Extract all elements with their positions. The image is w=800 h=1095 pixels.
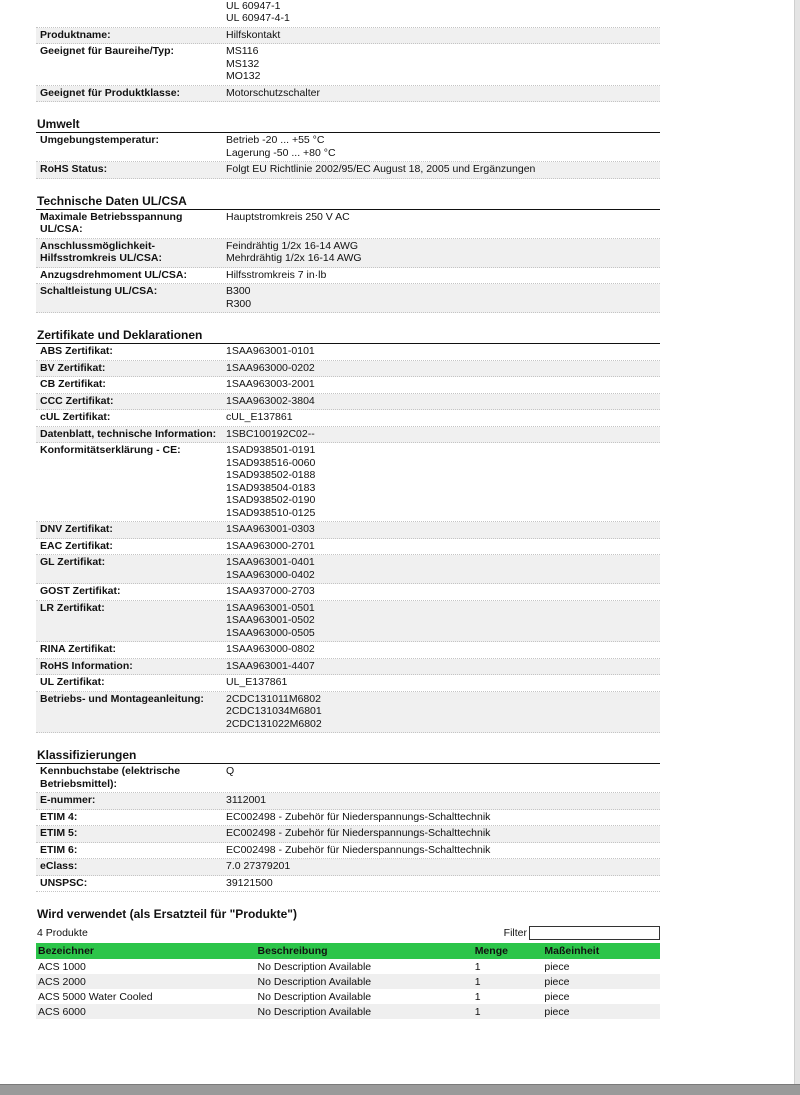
spec-row-cul-zertifikat xyxy=(36,410,660,427)
spec-label: E-nummer: xyxy=(40,794,96,806)
spec-row-etim-4 xyxy=(36,810,660,827)
product-row[interactable] xyxy=(36,989,660,1004)
spec-label: Kennbuchstabe (elektrische Betriebsmittel): xyxy=(40,765,181,790)
section-title-klassifizierungen: Klassifizierungen xyxy=(36,748,660,764)
product-cell-beschreibung: No Description Available xyxy=(256,974,473,989)
spec-value: EC002498 - Zubehör für Niederspannungs-Schalttechnik xyxy=(226,810,491,823)
spec-row-rina-zertifikat xyxy=(36,642,660,659)
product-cell-beschreibung: No Description Available xyxy=(257,960,372,973)
spec-label: UL Zertifikat: xyxy=(40,676,105,688)
product-cell-menge: 1 xyxy=(473,974,543,989)
spec-label: LR Zertifikat: xyxy=(40,601,105,614)
spec-value: B300 xyxy=(226,285,251,297)
spec-value: 1SAD938504-0183 xyxy=(226,481,316,494)
spec-value: Folgt EU Richtlinie 2002/95/EC August 18, 2005 und Ergänzungen xyxy=(226,163,536,175)
spec-values xyxy=(226,411,660,424)
spec-value: EC002498 - Zubehör für Niederspannungs-Schalttechnik xyxy=(226,843,491,856)
spec-row-anzugsdrehmoment-ul-csa xyxy=(36,268,660,285)
product-row[interactable] xyxy=(36,959,660,974)
spec-value: 1SAA963001-0501 xyxy=(226,601,315,614)
spec-value: UL 60947-4-1 xyxy=(226,12,290,24)
spec-values xyxy=(226,794,660,807)
spec-values xyxy=(226,540,660,553)
filter-bar xyxy=(36,925,660,941)
spec-values xyxy=(226,395,660,408)
spec-value: EC002498 - Zubehör für Niederspannungs-Schalttechnik xyxy=(226,827,491,839)
spec-values xyxy=(226,585,660,598)
klassifizierungen-table xyxy=(36,764,660,892)
spec-values xyxy=(226,827,660,840)
spec-row-geeignet-fuer-baureihe-typ xyxy=(36,44,660,86)
spec-values xyxy=(226,285,660,310)
spec-values xyxy=(226,269,660,282)
spec-value: 2CDC131034M6801 xyxy=(226,705,322,717)
spec-label: BV Zertifikat: xyxy=(40,361,106,374)
spec-value: Hauptstromkreis 250 V AC xyxy=(226,210,350,223)
spec-value: 1SAA963000-0402 xyxy=(226,568,315,581)
spec-value: 1SAA963000-0802 xyxy=(226,643,315,655)
spec-value: Q xyxy=(226,765,235,777)
column-header-bezeichner[interactable]: Bezeichner xyxy=(36,943,256,959)
spec-row-unspsc xyxy=(36,876,660,893)
spec-value: UL_E137861 xyxy=(226,676,288,688)
section-title-ul-csa: Technische Daten UL/CSA xyxy=(36,194,660,210)
spec-row-konformitaetserklaerung-ce xyxy=(36,443,660,522)
spec-row-kennbuchstabe-elektrische-betriebsmittel xyxy=(36,764,660,793)
spec-value: UL 60947-1 xyxy=(226,0,281,12)
spec-values xyxy=(226,693,660,731)
spec-label: Konformitätserklärung - CE: xyxy=(40,444,181,456)
spec-label: Geeignet für Baureihe/Typ: xyxy=(40,45,174,57)
spec-values xyxy=(226,676,660,689)
spec-values xyxy=(226,556,660,581)
spec-value: Motorschutzschalter xyxy=(226,86,320,99)
spec-values xyxy=(226,362,660,375)
spec-label: GOST Zertifikat: xyxy=(40,585,121,597)
column-header-beschreibung[interactable]: Beschreibung xyxy=(256,943,473,959)
general-info-table xyxy=(36,0,660,102)
product-cell-bezeichner: ACS 6000 xyxy=(36,1004,256,1019)
filter-input[interactable] xyxy=(529,926,660,940)
spec-values xyxy=(226,602,660,640)
spec-label: EAC Zertifikat: xyxy=(40,539,113,552)
viewer-bottom-bar xyxy=(0,1084,800,1095)
product-cell-masseinheit: piece xyxy=(544,960,570,973)
spec-label: ETIM 5: xyxy=(40,827,78,839)
spec-values xyxy=(226,211,660,236)
product-cell-bezeichner: ACS 1000 xyxy=(38,960,86,973)
product-cell-masseinheit: piece xyxy=(542,1004,660,1019)
spec-label: ETIM 4: xyxy=(40,810,78,823)
spec-value: R300 xyxy=(226,297,252,310)
spec-label xyxy=(36,0,226,25)
ul-csa-table xyxy=(36,210,660,314)
spec-row-gl-zertifikat xyxy=(36,555,660,584)
section-title-umwelt: Umwelt xyxy=(36,117,660,133)
spec-row-abs-zertifikat xyxy=(36,344,660,361)
spec-value: 1SAA963000-0202 xyxy=(226,361,315,374)
filter-group xyxy=(504,926,660,940)
spec-values xyxy=(226,45,660,83)
spec-row-cb-zertifikat xyxy=(36,377,660,394)
spec-value: 1SAA963001-0101 xyxy=(226,345,315,357)
spec-values xyxy=(226,378,660,391)
spec-row-eclass xyxy=(36,859,660,876)
spec-label: UNSPSC: xyxy=(40,876,88,889)
product-count: 4 Produkte xyxy=(37,927,88,939)
spec-value: MS116 xyxy=(226,45,259,57)
spec-values xyxy=(226,844,660,857)
spec-label: CB Zertifikat: xyxy=(40,378,106,390)
spec-value: 1SAA963001-4407 xyxy=(226,659,315,672)
umwelt-table xyxy=(36,133,660,179)
spec-label: Betriebs- und Montageanleitung: xyxy=(40,692,204,705)
spec-values xyxy=(226,877,660,890)
spec-row-ul-zertifikat xyxy=(36,675,660,692)
spec-value: 7.0 27379201 xyxy=(226,860,291,872)
spec-value: Hilfsstromkreis 7 in·lb xyxy=(226,268,327,281)
spec-value: 1SAA963001-0401 xyxy=(226,556,315,568)
products-table-header xyxy=(36,943,660,959)
spec-value: Feindrähtig 1/2x 16-14 AWG xyxy=(226,239,359,252)
spec-value: 1SAD938516-0060 xyxy=(226,456,316,469)
spec-values xyxy=(226,0,660,25)
spec-value: MS132 xyxy=(226,57,260,70)
spec-value: cUL_E137861 xyxy=(226,411,293,423)
spec-value: 1SAA963000-2701 xyxy=(226,539,315,552)
spec-label: cUL Zertifikat: xyxy=(40,411,111,423)
spec-row-rohs-information xyxy=(36,659,660,676)
spec-value: 3112001 xyxy=(226,794,267,806)
zertifikate-table xyxy=(36,344,660,733)
spec-row-rohs-status xyxy=(36,162,660,179)
spec-values xyxy=(226,765,660,790)
spec-value: 1SAA963001-0502 xyxy=(226,614,315,626)
column-header-masseinheit[interactable]: Maßeinheit xyxy=(542,943,660,959)
spec-value: Lagerung -50 ... +80 °C xyxy=(226,146,336,159)
filter-label: Filter xyxy=(503,927,527,939)
spec-value: 2CDC131011M6802 xyxy=(226,692,321,705)
spec-label: Datenblatt, technische Information: xyxy=(40,427,217,440)
spec-value: 2CDC131022M6802 xyxy=(226,717,322,730)
products-table xyxy=(36,943,660,1019)
spec-label: Anzugsdrehmoment UL/CSA: xyxy=(40,268,187,281)
spec-values xyxy=(226,163,660,176)
spec-row-produktname xyxy=(36,28,660,45)
product-cell-masseinheit: piece xyxy=(542,974,660,989)
spec-values xyxy=(226,345,660,358)
spec-label: RINA Zertifikat: xyxy=(40,643,117,655)
product-datasheet xyxy=(36,0,660,1019)
spec-values xyxy=(226,29,660,42)
product-cell-bezeichner: ACS 2000 xyxy=(36,974,256,989)
spec-value: Hilfskontakt xyxy=(226,28,281,41)
product-cell-menge: 1 xyxy=(473,1004,543,1019)
spec-label: Umgebungstemperatur: xyxy=(40,134,160,146)
spec-label: Geeignet für Produktklasse: xyxy=(40,86,181,99)
spec-row-e-nummer xyxy=(36,793,660,810)
spec-value: 1SAA963003-2001 xyxy=(226,378,315,390)
spec-label: ABS Zertifikat: xyxy=(40,345,113,357)
spec-row-schaltleistung-ul-csa xyxy=(36,284,660,313)
spec-values xyxy=(226,444,660,519)
spec-values xyxy=(226,860,660,873)
product-cell-bezeichner: ACS 5000 Water Cooled xyxy=(38,990,153,1003)
spec-value: 1SAA963000-0505 xyxy=(226,626,315,639)
spec-row-ccc-zertifikat xyxy=(36,394,660,411)
spec-values xyxy=(226,643,660,656)
product-cell-beschreibung: No Description Available xyxy=(256,1004,473,1019)
column-header-menge[interactable]: Menge xyxy=(473,943,543,959)
spec-value: MO132 xyxy=(226,70,261,82)
spec-label: Maximale Betriebsspannung UL/CSA: xyxy=(40,210,183,235)
spec-label: RoHS Information: xyxy=(40,659,133,672)
spec-values xyxy=(226,523,660,536)
spec-values xyxy=(226,660,660,673)
spec-label: GL Zertifikat: xyxy=(40,556,106,568)
spec-value: Mehrdrähtig 1/2x 16-14 AWG xyxy=(226,252,362,264)
spec-row-gost-zertifikat xyxy=(36,584,660,601)
spec-row-maximale-betriebsspannung-ul-csa xyxy=(36,210,660,239)
viewer-right-edge xyxy=(794,0,800,1084)
spec-value: 1SAA937000-2703 xyxy=(226,585,315,597)
spec-row-betriebs-und-montageanleitung xyxy=(36,692,660,734)
spec-row-umgebungstemperatur xyxy=(36,133,660,162)
product-cell-menge: 1 xyxy=(474,990,481,1003)
spec-values xyxy=(226,87,660,100)
spec-row-dnv-zertifikat xyxy=(36,522,660,539)
spec-label: ETIM 6: xyxy=(40,843,78,856)
spec-label: eClass: xyxy=(40,860,78,872)
spec-label: Anschlussmöglichkeit-Hilfsstromkreis UL/CSA: xyxy=(40,239,162,264)
spec-label: DNV Zertifikat: xyxy=(40,523,113,535)
spec-row-geeignet-fuer-produktklasse xyxy=(36,86,660,103)
section-title-used-in: Wird verwendet (als Ersatzteil für "Produkte") xyxy=(37,907,297,921)
spec-value: 1SAD938510-0125 xyxy=(226,506,316,519)
spec-row-etim-5 xyxy=(36,826,660,843)
spec-values xyxy=(226,428,660,441)
spec-value: 1SAD938501-0191 xyxy=(226,444,316,456)
spec-values xyxy=(226,134,660,159)
spec-values xyxy=(226,811,660,824)
spec-label: Schaltleistung UL/CSA: xyxy=(40,285,158,297)
spec-row-anschlussmoeglichkeit-hilfsstromkreis-ul-csa xyxy=(36,239,660,268)
spec-value: 1SAA963002-3804 xyxy=(226,394,315,407)
spec-values xyxy=(226,240,660,265)
product-row[interactable] xyxy=(36,1004,660,1019)
spec-label: CCC Zertifikat: xyxy=(40,394,114,407)
product-cell-menge: 1 xyxy=(474,960,481,973)
product-cell-masseinheit: piece xyxy=(544,990,570,1003)
spec-value: Betrieb -20 ... +55 °C xyxy=(226,134,325,146)
spec-value: 39121500 xyxy=(226,876,273,889)
spec-value: 1SAD938502-0190 xyxy=(226,494,316,506)
spec-label: RoHS Status: xyxy=(40,163,108,175)
spec-row-bv-zertifikat xyxy=(36,361,660,378)
product-cell-beschreibung: No Description Available xyxy=(257,990,372,1003)
spec-row-lr-zertifikat xyxy=(36,601,660,643)
spec-row-etim-6 xyxy=(36,843,660,860)
spec-row-eac-zertifikat xyxy=(36,539,660,556)
spec-row-continued xyxy=(36,0,660,28)
section-title-zertifikate: Zertifikate und Deklarationen xyxy=(36,328,660,344)
product-row[interactable] xyxy=(36,974,660,989)
spec-label: Produktname: xyxy=(40,28,111,41)
spec-value: 1SAD938502-0188 xyxy=(226,469,316,481)
spec-value: 1SAA963001-0303 xyxy=(226,523,315,535)
spec-row-datenblatt-technische-information xyxy=(36,427,660,444)
spec-value: 1SBC100192C02-- xyxy=(226,427,315,440)
